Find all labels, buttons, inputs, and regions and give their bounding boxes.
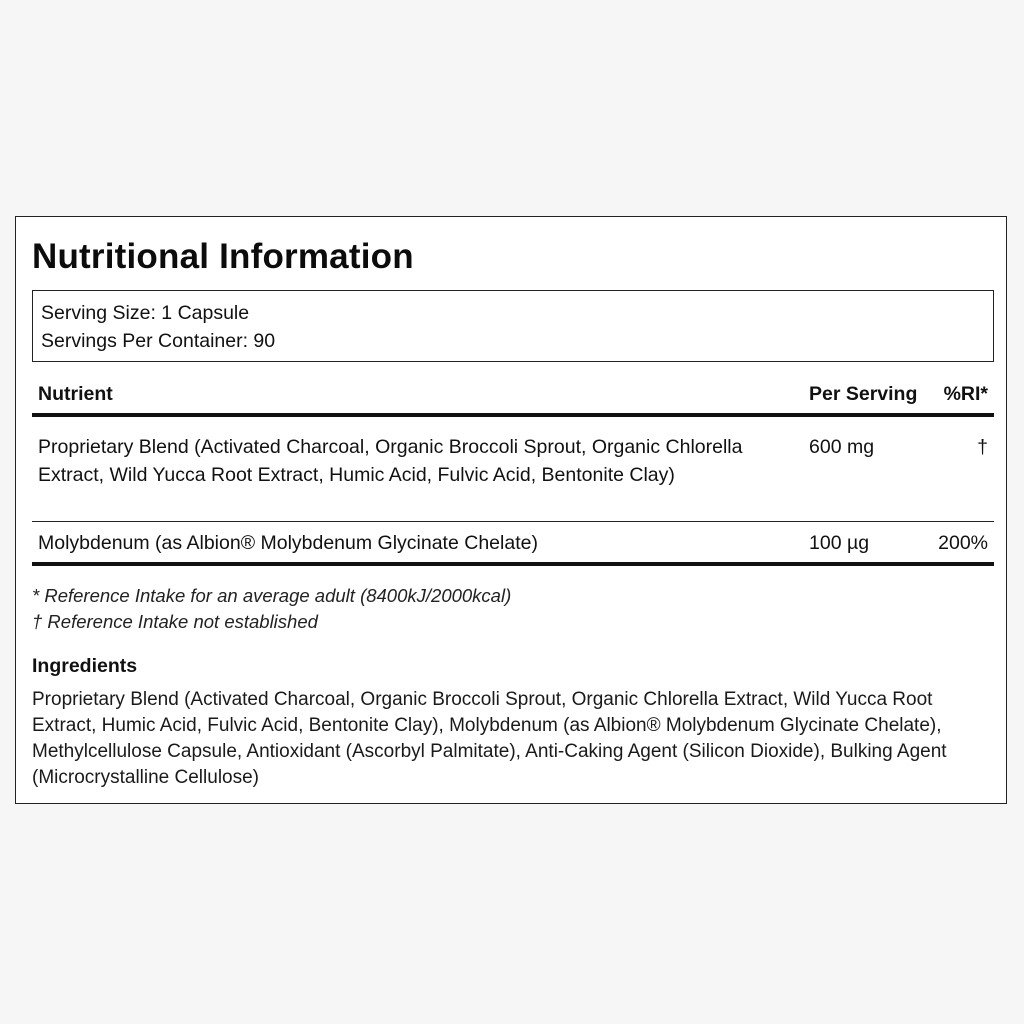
table-row: [32, 417, 994, 522]
ingredients-heading: Ingredients: [32, 655, 138, 677]
nutrient-ri: †: [977, 436, 988, 458]
ingredients-list: Proprietary Blend (Activated Charcoal, Organic Broccoli Sprout, Organic Chlorella Extract, Wild Yucca Root Extract, Humic Acid, Fulvic Acid, Bentonite Clay), Molybdenum (as Albion® Molybdenum Glycinate Chelate), Methylcellulose Capsule, Antioxidant (Ascorbyl Palmitate), Anti-Caking Agent (Silicon Dioxide), Bulking Agent (Microcrystalline Cellulose): [32, 689, 947, 788]
nutrient-table: [32, 377, 994, 566]
nutrient-name: Proprietary Blend (Activated Charcoal, Organic Broccoli Sprout, Organic Chlorella Extract, Wild Yucca Root Extract, Humic Acid, Fulvic Acid, Bentonite Clay): [38, 436, 743, 486]
footnote-not-established: † Reference Intake not established: [32, 611, 318, 632]
nutrition-panel: [15, 216, 1007, 804]
page-title: Nutritional Information: [32, 237, 414, 276]
header-nutrient: Nutrient: [38, 383, 113, 405]
serving-size: Serving Size: 1 Capsule: [41, 302, 250, 324]
table-header-row: [32, 377, 994, 417]
nutrient-per-serving: 600 mg: [809, 436, 875, 458]
serving-info-box: [32, 290, 994, 362]
table-row: [32, 522, 994, 566]
nutrient-per-serving: 100 µg: [809, 532, 870, 554]
nutrient-name: Molybdenum (as Albion® Molybdenum Glycinate Chelate): [38, 532, 538, 554]
header-per-serving: Per Serving: [809, 383, 918, 405]
nutrient-ri: 200%: [938, 532, 988, 554]
header-ri: %RI*: [943, 383, 988, 405]
servings-per-container: Servings Per Container: 90: [41, 330, 276, 352]
footnotes: [32, 583, 511, 635]
footnote-reference-intake: * Reference Intake for an average adult (8400kJ/2000kcal): [32, 585, 512, 606]
